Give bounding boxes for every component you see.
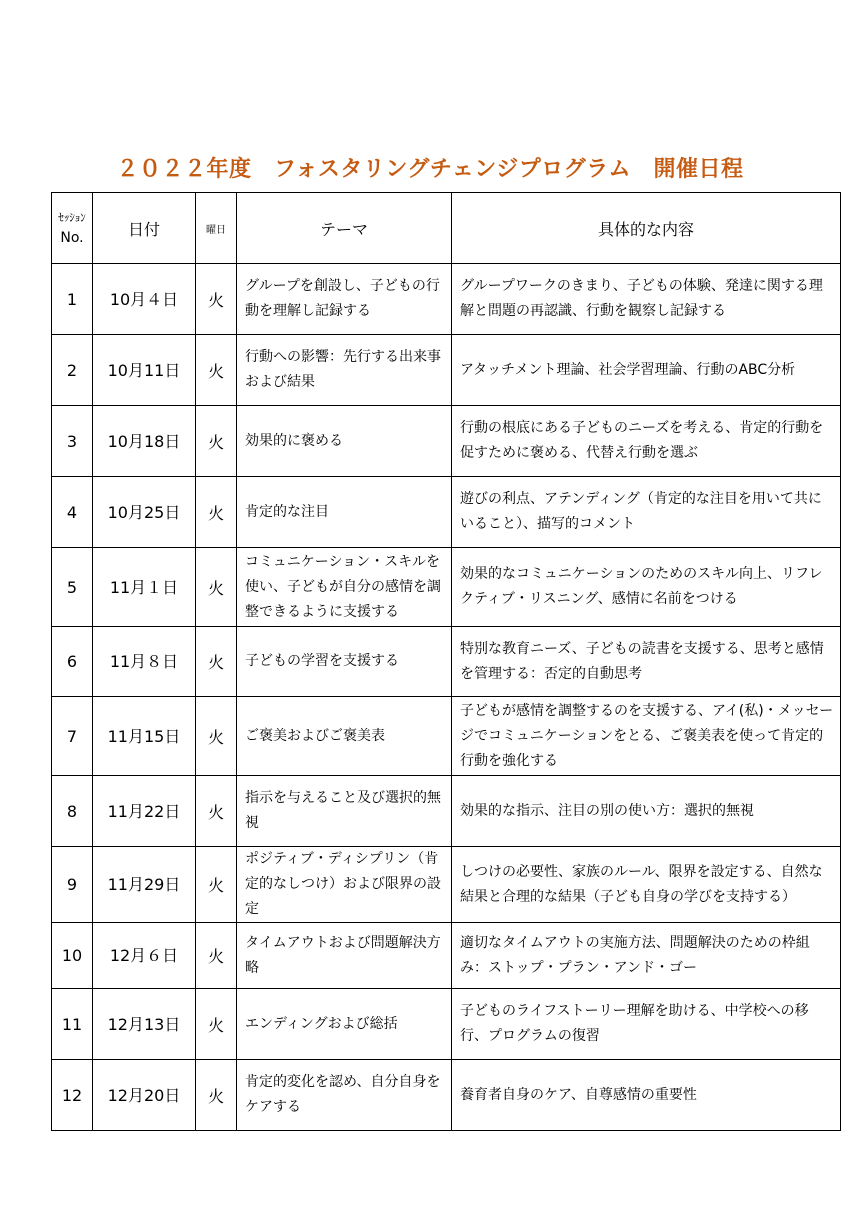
session-number: 3	[52, 406, 93, 477]
session-weekday: 火	[196, 477, 237, 548]
session-content: 養育者自身のケア、自尊感情の重要性	[452, 1060, 841, 1131]
table-row	[52, 477, 841, 548]
session-theme: 子どもの学習を支援する	[237, 627, 452, 697]
session-content: 行動の根底にある子どものニーズを考える、肯定的行動を促すために褒める、代替え行動を選ぶ	[452, 406, 841, 477]
session-number: 6	[52, 627, 93, 697]
session-number: 9	[52, 847, 93, 923]
session-number: 4	[52, 477, 93, 548]
session-weekday: 火	[196, 697, 237, 776]
session-date: 10月11日	[93, 335, 196, 406]
session-content: 効果的な指示、注目の別の使い方：選択的無視	[452, 776, 841, 847]
table-row	[52, 776, 841, 847]
session-date: 10月18日	[93, 406, 196, 477]
header-session-no	[52, 193, 93, 264]
session-number: 5	[52, 548, 93, 627]
session-content: しつけの必要性、家族のルール、限界を設定する、自然な結果と合理的な結果（子ども自身の学びを支持する）	[452, 847, 841, 923]
session-theme: エンディングおよび総括	[237, 989, 452, 1060]
session-theme: グループを創設し、子どもの行動を理解し記録する	[237, 264, 452, 335]
session-theme: ポジティブ・ディシプリン（肯定的なしつけ）および限界の設定	[237, 847, 452, 923]
session-number: 12	[52, 1060, 93, 1131]
session-content: 子どもが感情を調整するのを支援する、アイ(私)・メッセージでコミュニケーションをとる、ご褒美表を使って肯定的行動を強化する	[452, 697, 841, 776]
header-day: 曜日	[196, 193, 237, 264]
session-weekday: 火	[196, 548, 237, 627]
session-date: 11月15日	[93, 697, 196, 776]
session-theme: 肯定的変化を認め、自分自身をケアする	[237, 1060, 452, 1131]
session-date: 10月25日	[93, 477, 196, 548]
session-weekday: 火	[196, 1060, 237, 1131]
session-weekday: 火	[196, 335, 237, 406]
table-row	[52, 989, 841, 1060]
session-date: 12月13日	[93, 989, 196, 1060]
header-session-label: ｾｯｼｮﾝ	[58, 211, 86, 224]
session-weekday: 火	[196, 989, 237, 1060]
session-weekday: 火	[196, 847, 237, 923]
session-theme: 行動への影響：先行する出来事および結果	[237, 335, 452, 406]
session-weekday: 火	[196, 264, 237, 335]
session-number: 11	[52, 989, 93, 1060]
session-content: 適切なタイムアウトの実施方法、問題解決のための枠組み：ストップ・プラン・アンド・ゴー	[452, 923, 841, 989]
session-theme: 指示を与えること及び選択的無視	[237, 776, 452, 847]
session-theme: 効果的に褒める	[237, 406, 452, 477]
table-row	[52, 264, 841, 335]
table-row	[52, 697, 841, 776]
table-row	[52, 548, 841, 627]
table-row	[52, 627, 841, 697]
session-theme: 肯定的な注目	[237, 477, 452, 548]
session-number: 2	[52, 335, 93, 406]
table-row	[52, 1060, 841, 1131]
session-content: 特別な教育ニーズ、子どもの読書を支援する、思考と感情を管理する：否定的自動思考	[452, 627, 841, 697]
session-weekday: 火	[196, 627, 237, 697]
header-theme: テーマ	[237, 193, 452, 264]
session-weekday: 火	[196, 923, 237, 989]
session-content: 遊びの利点、アテンディング（肯定的な注目を用いて共にいること）、描写的コメント	[452, 477, 841, 548]
session-date: 12月６日	[93, 923, 196, 989]
session-number: 8	[52, 776, 93, 847]
session-content: アタッチメント理論、社会学習理論、行動のABC分析	[452, 335, 841, 406]
session-theme: コミュニケーション・スキルを使い、子どもが自分の感情を調整できるように支援する	[237, 548, 452, 627]
session-weekday: 火	[196, 406, 237, 477]
page-title: ２０２２年度 フォスタリングチェンジプログラム 開催日程	[116, 157, 744, 182]
session-theme: ご褒美およびご褒美表	[237, 697, 452, 776]
session-date: 10月４日	[93, 264, 196, 335]
session-number: 7	[52, 697, 93, 776]
header-content: 具体的な内容	[452, 193, 841, 264]
schedule-table	[51, 192, 841, 1131]
table-header-row	[52, 193, 841, 264]
session-number: 10	[52, 923, 93, 989]
table-row	[52, 923, 841, 989]
session-date: 11月29日	[93, 847, 196, 923]
session-date: 11月８日	[93, 627, 196, 697]
session-date: 11月22日	[93, 776, 196, 847]
session-weekday: 火	[196, 776, 237, 847]
table-row	[52, 847, 841, 923]
header-no-label: No.	[60, 230, 84, 246]
session-content: 効果的なコミュニケーションのためのスキル向上、リフレクティブ・リスニング、感情に名前をつける	[452, 548, 841, 627]
session-number: 1	[52, 264, 93, 335]
header-date: 日付	[93, 193, 196, 264]
session-content: グループワークのきまり、子どもの体験、発達に関する理解と問題の再認識、行動を観察し記録する	[452, 264, 841, 335]
session-date: 11月１日	[93, 548, 196, 627]
session-theme: タイムアウトおよび問題解決方略	[237, 923, 452, 989]
session-date: 12月20日	[93, 1060, 196, 1131]
table-row	[52, 406, 841, 477]
session-content: 子どものライフストーリー理解を助ける、中学校への移行、プログラムの復習	[452, 989, 841, 1060]
table-row	[52, 335, 841, 406]
